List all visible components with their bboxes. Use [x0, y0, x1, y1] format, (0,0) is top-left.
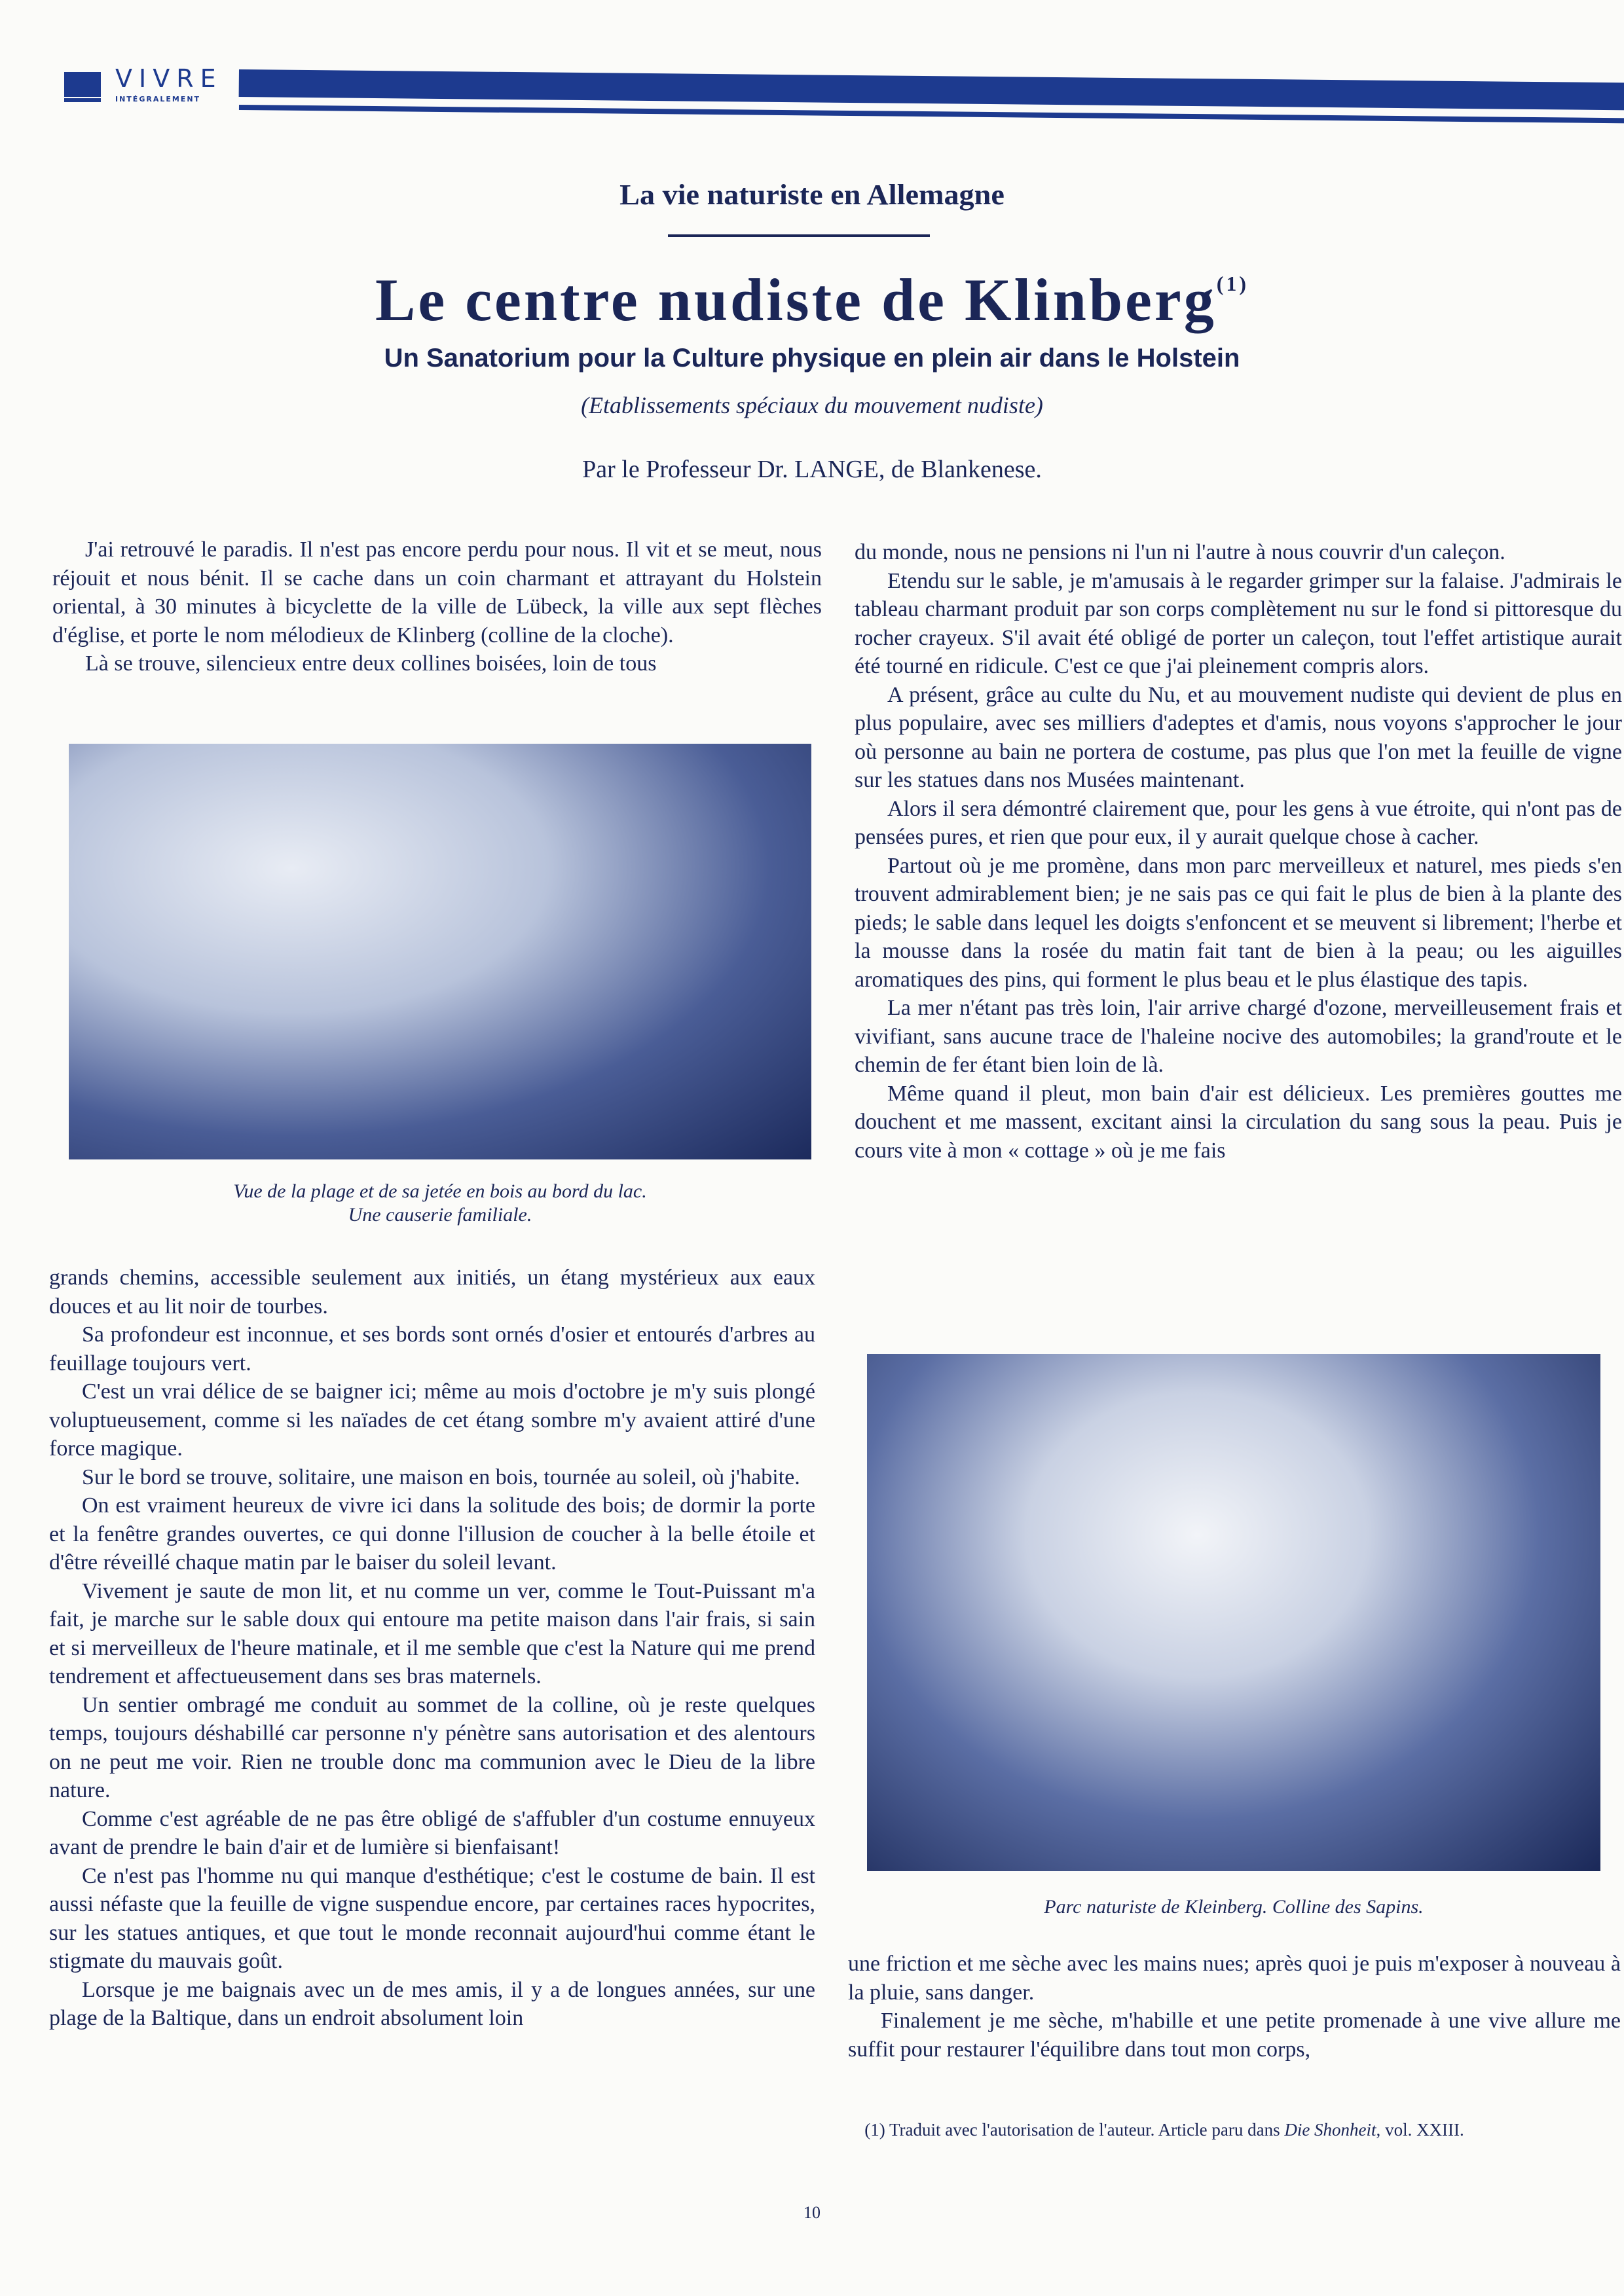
footnote-volume: vol. XXIII. — [1385, 2120, 1464, 2140]
article-title: Le centre nudiste de Klinberg$^{(1)}$ — [375, 266, 1249, 333]
left-column-top — [52, 536, 822, 678]
photo1-caption — [69, 1180, 811, 1227]
masthead-logo: VIVRE — [115, 64, 223, 93]
paragraph: La mer n'étant pas très loin, l'air arrive chargé d'ozone, merveilleusement frais et vivifiant, sans aucune trace de l'haleine nocive des automobiles; la grand'route et le chemin de fer étant bien loin de là. — [855, 996, 1622, 1077]
paragraph: Un sentier ombragé me conduit au sommet de la colline, où je reste quelques temps, toujours déshabillé car personne n'y pénètre sans autorisation et des alentours on ne peut me voir. Rien ne trouble donc ma communion avec le Dieu de la libre nature. — [49, 1692, 815, 1802]
paragraph: Là se trouve, silencieux entre deux collines boisées, loin de tous — [85, 651, 657, 676]
paragraph: Comme c'est agréable de ne pas être obligé de s'affubler d'un costume ennuyeux avant de prendre le bain d'air et de lumière si bienfaisant! — [49, 1806, 815, 1859]
title-divider — [668, 234, 930, 237]
footnote — [851, 2118, 1621, 2141]
paragraph: A présent, grâce au culte du Nu, et au mouvement nudiste qui devient de plus en plus populaire, avec ses milliers d'adeptes et d'amis, nous voyons s'approcher le jour où personne au bain ne portera de costume, pas plus que l'on met la feuille de vigne sur les statues dans nos Musées maintenant. — [855, 682, 1622, 792]
paragraph: une friction et me sèche avec les mains nues; après quoi je puis m'exposer à nouveau à la pluie, sans danger. — [848, 1952, 1621, 2005]
paragraph: du monde, nous ne pensions ni l'un ni l'autre à nous couvrir d'un caleçon. — [855, 540, 1505, 564]
footnote-text: Traduit avec l'autorisation de l'auteur. Article paru dans — [889, 2120, 1280, 2140]
paragraph: Lorsque je me baignais avec un de mes amis, il y a de longues années, sur une plage de la Baltique, dans un endroit absolument loin — [49, 1977, 815, 2030]
photo2-caption: Parc naturiste de Kleinberg. Colline des Sapins. — [1044, 1896, 1424, 1918]
photo-pine-hill — [867, 1354, 1600, 1871]
paragraph: Partout où je me promène, dans mon parc merveilleux et naturel, mes pieds s'en trouvent admirablement bien; je ne sais pas ce qui fait le plus de bien à la plante des pieds; le sable dans lequel les doigts s'enfoncent et se meuvent si librement; l'herbe et la mousse dans la rosée du matin fait tant de bien à la peau; ou les aiguilles aromatiques des pins, qui forment le plus beau et le plus élastique des tapis. — [855, 853, 1622, 992]
paragraph: Alors il sera démontré clairement que, pour les gens à vue étroite, qui n'ont pas de pensées pures, et rien que pour eux, il y aurait quelque chose à cacher. — [855, 796, 1622, 849]
paragraph: Finalement je me sèche, m'habille et une petite promenade à une vive allure me suffit pour restaurer l'équilibre dans tout mon corps, — [848, 2009, 1621, 2062]
right-column-top — [855, 538, 1622, 1165]
paragraph: Etendu sur le sable, je m'amusais à le regarder grimper sur la falaise. J'admirais le tableau charmant produit par son corps complètement nu sur le fond si pittoresque du rocher crayeux. S'il avait été obligé de porter un caleçon, tout l'effet artistique aurait été tourné en ridicule. C'est ce que j'ai pleinement compris alors. — [855, 568, 1622, 678]
paragraph: Vivement je saute de mon lit, et nu comme un ver, comme le Tout-Puissant m'a fait, je marche sur le sable doux qui entoure ma petite maison dans l'air frais, si sain et si merveilleux de l'heure matinale, et il me semble que c'est la Nature qui me prend tendrement et affectueusement dans ses bras maternels. — [49, 1578, 815, 1688]
masthead-bar — [239, 69, 1624, 110]
photo-beach-jetty — [69, 744, 811, 1159]
paragraph: Sur le bord se trouve, solitaire, une maison en bois, tournée au soleil, où j'habite. — [82, 1465, 800, 1489]
paragraph: Ce n'est pas l'homme nu qui manque d'esthétique; c'est le costume de bain. Il est aussi néfaste que la feuille de vigne suspendue encore, par certaines races hypocrites, sur les statues antiques, et que tout le monde reconnait aujourd'hui comme étant le stigmate du mauvais goût. — [49, 1863, 815, 1973]
byline: Par le Professeur Dr. LANGE, de Blankenese. — [582, 456, 1042, 483]
left-column-bottom — [49, 1264, 815, 2033]
footnote-journal: Die Shonheit, — [1284, 2120, 1381, 2140]
masthead-logo-sub: INTÉGRALEMENT — [115, 95, 201, 103]
masthead-dash — [64, 98, 101, 102]
masthead-logo-block — [64, 72, 101, 97]
paragraph: J'ai retrouvé le paradis. Il n'est pas encore perdu pour nous. Il vit et se meut, nous réjouit et nous bénit. Il se cache dans un coin charmant et attrayant du Holstein oriental, à 30 minutes à bicyclette de la ville de Lübeck, la ville aux sept flèches d'église, et porte le nom mélodieux de Klinberg (colline de la cloche). — [52, 538, 822, 647]
caption-line: Vue de la plage et de sa jetée en bois au bord du lac. — [233, 1180, 647, 1202]
right-column-bottom — [848, 1950, 1621, 2064]
paragraph: grands chemins, accessible seulement aux initiés, un étang mystérieux aux eaux douces et au lit noir de tourbes. — [49, 1266, 815, 1319]
paragraph: Sa profondeur est inconnue, et ses bords sont ornés d'osier et entourés d'arbres au feuillage toujours vert. — [49, 1322, 815, 1376]
footnote-marker: (1) — [864, 2120, 885, 2140]
page-number: 10 — [803, 2203, 821, 2222]
kicker: La vie naturiste en Allemagne — [619, 179, 1005, 211]
footnote-ref: (1) — [1216, 272, 1249, 295]
italic-subtitle: (Etablissements spéciaux du mouvement nudiste) — [581, 392, 1043, 418]
paragraph: C'est un vrai délice de se baigner ici; même au mois d'octobre je m'y suis plongé voluptueusement, comme si les naïades de cet étang sombre m'y avaient attiré d'une force magique. — [49, 1379, 815, 1461]
caption-line: Une causerie familiale. — [348, 1204, 532, 1226]
subtitle: Un Sanatorium pour la Culture physique en plein air dans le Holstein — [384, 344, 1240, 373]
paragraph: On est vraiment heureux de vivre ici dans la solitude des bois; de dormir la porte et la fenêtre grandes ouvertes, ce qui donne l'illusion de coucher à la belle étoile et d'être réveillé chaque matin par le baiser du soleil levant. — [49, 1493, 815, 1575]
paragraph: Même quand il pleut, mon bain d'air est délicieux. Les premières gouttes me douchent et me massent, excitant ainsi la circulation du sang sous la peau. Puis je cours vite à mon « cottage » où je me fais — [855, 1081, 1622, 1163]
